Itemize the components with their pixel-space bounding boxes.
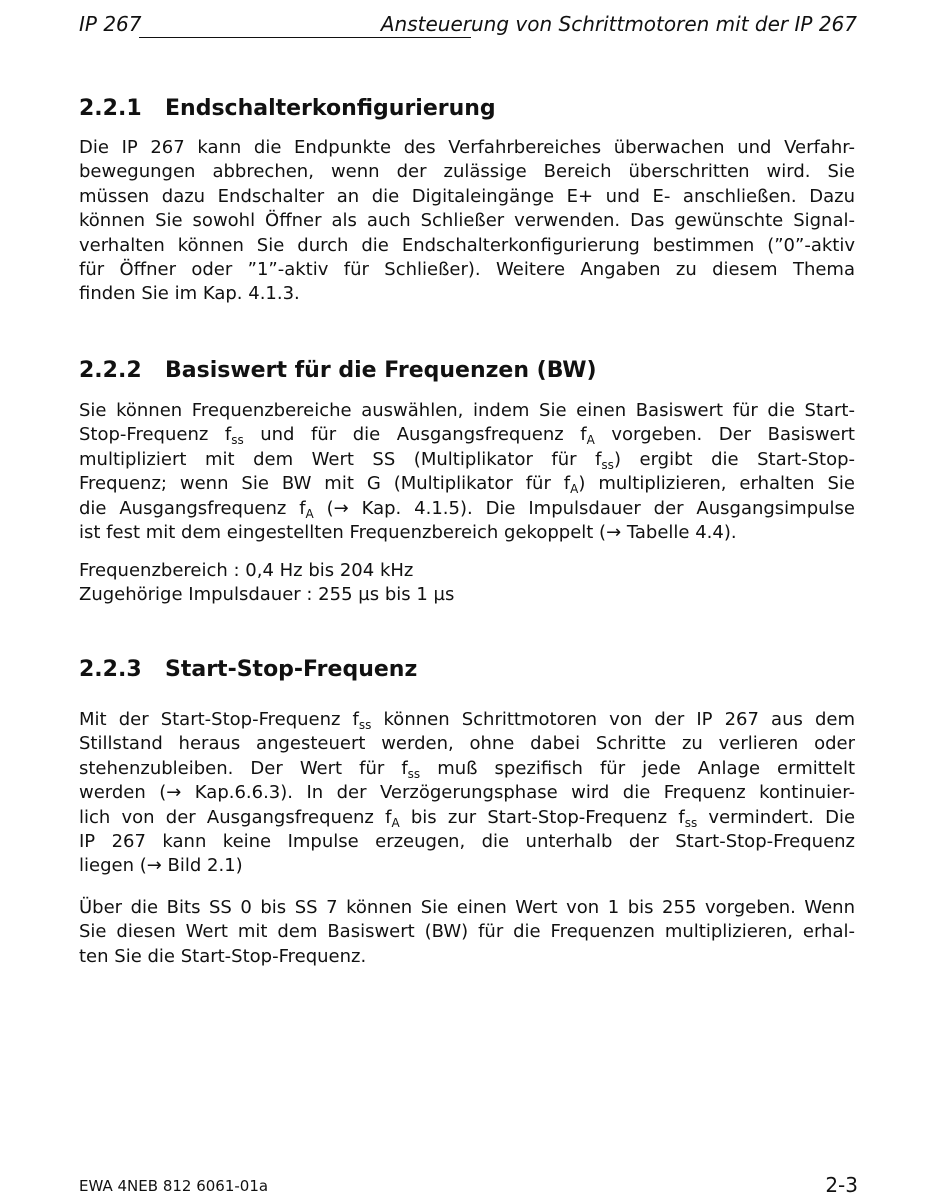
- footer-doc-number: EWA 4NEB 812 6061-01a: [79, 1177, 269, 1195]
- text-line: müssen dazu Endschalter an die Digitaleingänge E+ und E- anschließen. Dazu: [79, 185, 855, 207]
- text-line: Über die Bits SS 0 bis SS 7 können Sie einen Wert von 1 bis 255 vorgeben. Wenn: [79, 897, 855, 918]
- paragraph-bits: [79, 896, 855, 969]
- section-heading-2-2-1: [79, 94, 496, 124]
- section-heading-2-2-3: [79, 655, 417, 685]
- paragraph-start-stop: [79, 708, 855, 879]
- section-heading-2-2-2: [79, 356, 597, 386]
- section-title: Basiswert für die Frequenzen (BW): [165, 358, 597, 383]
- section-title: Start-Stop-Frequenz: [165, 657, 418, 682]
- text-line: Zugehörige Impulsdauer : 255 µs bis 1 µs: [79, 584, 455, 606]
- text-line: lich von der Ausgangsfrequenz $f_A$ bis zur Start-Stop-Frequenz $f_{ss}$ vermindert. Die: [79, 806, 856, 830]
- section-number: 2.2.2: [79, 358, 142, 383]
- section-number: 2.2.1: [79, 96, 142, 121]
- text-line: Frequenzbereich : 0,4 Hz bis 204 kHz: [79, 560, 414, 581]
- header-right: Ansteuerung von Schrittmotoren mit der IP 267: [380, 12, 857, 36]
- text-line: IP 267 kann keine Impulse erzeugen, die unterhalb der Start-Stop-Frequenz: [79, 831, 855, 853]
- text-line: verhalten können Sie durch die Endschalterkonfigurierung bestimmen (”0”-aktiv: [79, 234, 855, 256]
- text-line: Frequenz; wenn Sie BW mit G (Multiplikator für $f_A$) multiplizieren, erhalten Sie: [79, 473, 855, 497]
- text-line: multipliziert mit dem Wert SS (Multiplikator für $f_{ss}$) ergibt die Start-Stop-: [79, 448, 856, 472]
- text-line: liegen (→ Bild 2.1): [79, 855, 243, 877]
- section-number: 2.2.3: [79, 657, 142, 682]
- text-line: stehenzubleiben. Der Wert für $f_{ss}$ muß spezifisch für jede Anlage ermittelt: [79, 757, 856, 781]
- text-line: für Öffner oder ”1”-aktiv für Schließer). Weitere Angaben zu diesem Thema: [79, 259, 855, 281]
- running-header: [79, 10, 857, 40]
- text-line: Die IP 267 kann die Endpunkte des Verfahrbereiches überwachen und Verfahr-: [79, 137, 855, 158]
- text-line: Sie diesen Wert mit dem Basiswert (BW) für die Frequenzen multiplizieren, erhal-: [79, 921, 855, 943]
- text-line: Stop-Frequenz $f_{ss}$ und für die Ausgangsfrequenz $f_A$ vorgeben. Der Basiswert: [79, 424, 855, 448]
- text-line: die Ausgangsfrequenz $f_A$ (→ Kap. 4.1.5). Die Impulsdauer der Ausgangsimpulse: [79, 497, 856, 521]
- text-line: Stillstand heraus angesteuert werden, ohne dabei Schritte zu verlieren oder: [79, 733, 855, 755]
- paragraph-basiswert: [79, 399, 855, 545]
- text-line: Sie können Frequenzbereiche auswählen, indem Sie einen Basiswert für die Start-: [79, 400, 855, 421]
- footer-page-number: 2-3: [825, 1173, 858, 1197]
- header-left: IP 267: [79, 12, 142, 36]
- text-line: bewegungen abbrechen, wenn der zulässige Bereich überschritten wird. Sie: [79, 161, 855, 183]
- paragraph-endschalter: [79, 136, 855, 307]
- text-line: Mit der Start-Stop-Frequenz $f_{ss}$ können Schrittmotoren von der IP 267 aus dem: [79, 709, 856, 732]
- text-line: werden (→ Kap.6.6.3). In der Verzögerungsphase wird die Frequenz kontinuier-: [79, 782, 855, 804]
- section-title: Endschalterkonfigurierung: [165, 96, 496, 121]
- text-line: können Sie sowohl Öffner als auch Schließer verwenden. Das gewünschte Signal-: [79, 210, 855, 232]
- text-line: finden Sie im Kap. 4.1.3.: [79, 283, 300, 305]
- text-line: ten Sie die Start-Stop-Frequenz.: [79, 945, 367, 967]
- text-line: ist fest mit dem eingestellten Frequenzbereich gekoppelt (→ Tabelle 4.4).: [79, 522, 737, 544]
- paragraph-frequenzbereich: [79, 559, 855, 608]
